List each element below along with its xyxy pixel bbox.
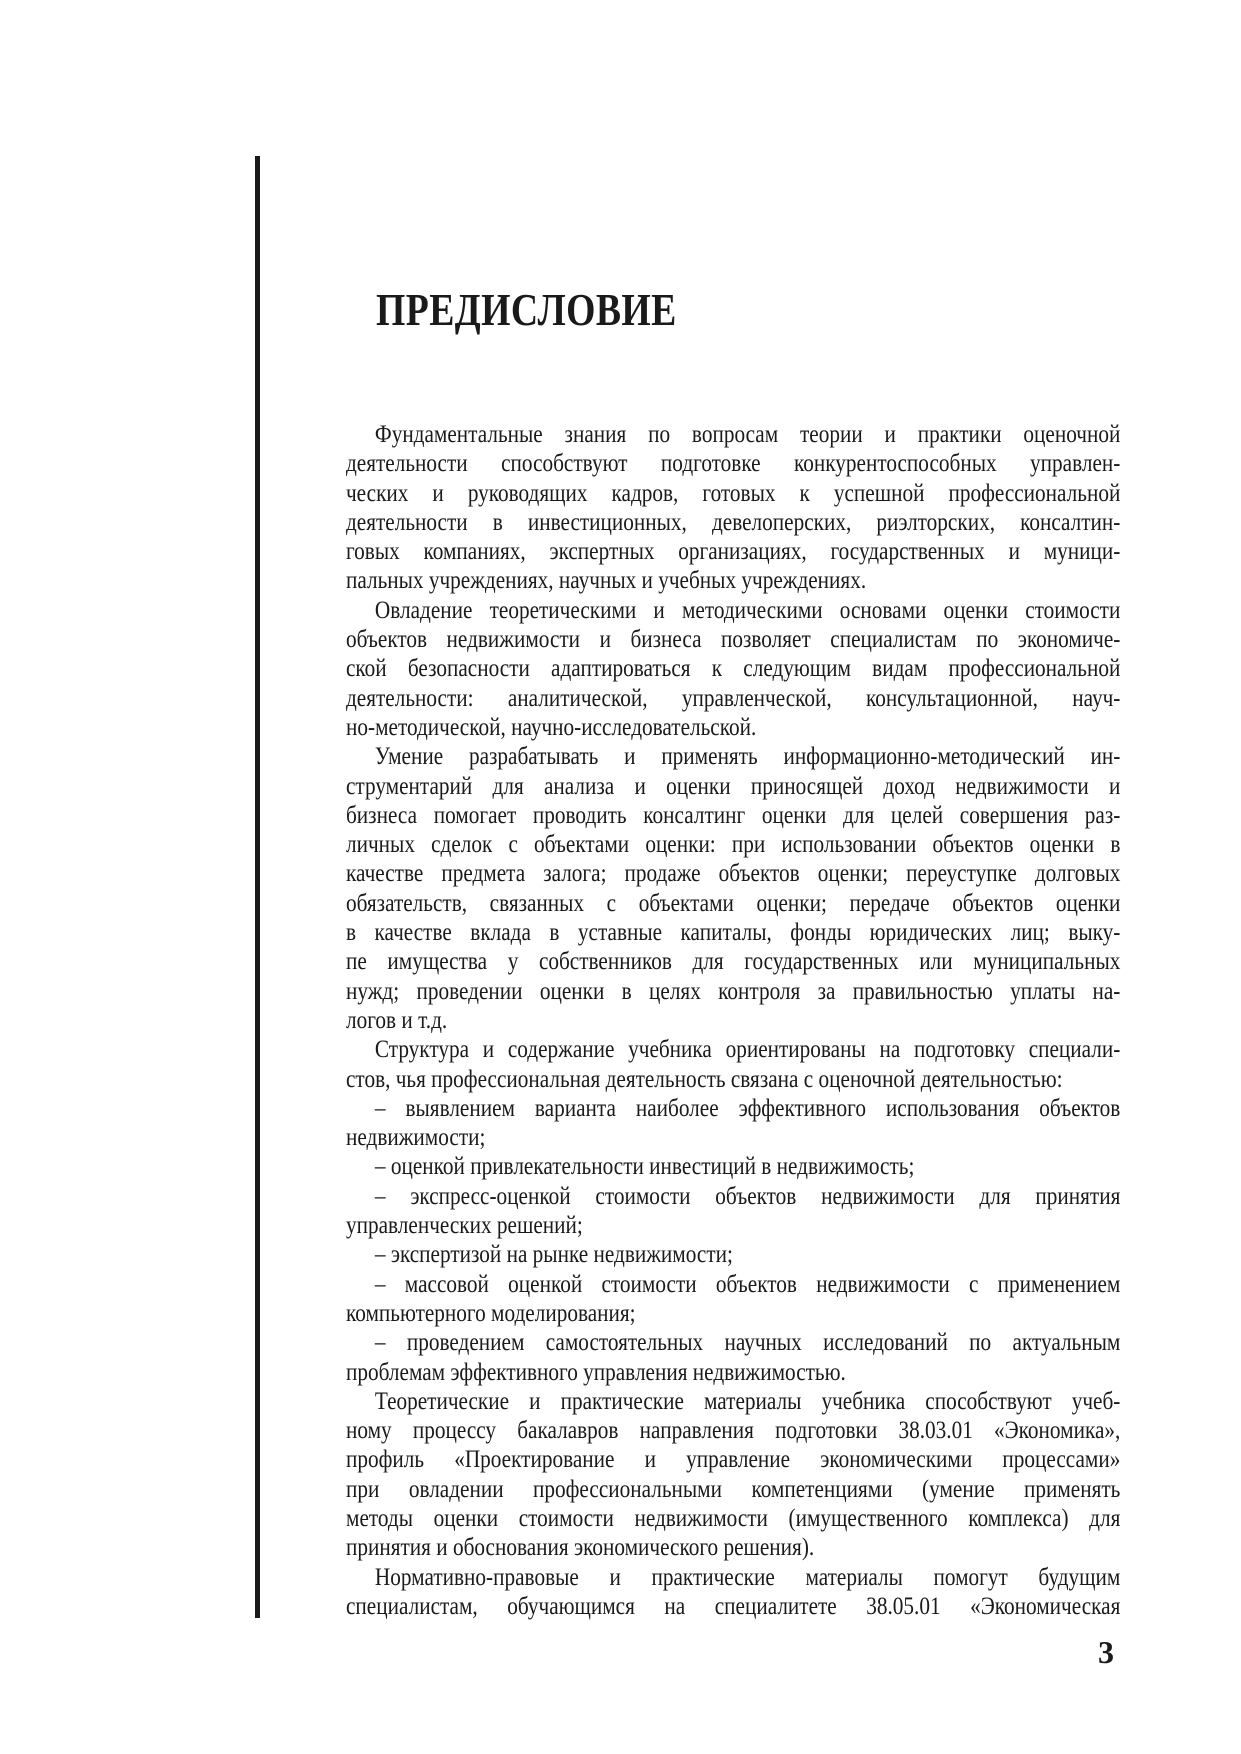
text-line: логов и т.д. [346, 1006, 448, 1034]
text-line: недвижимости; [346, 1124, 486, 1152]
text-line: обязательств, связанных с объектами оценки; передаче объектов оценки [346, 889, 1121, 917]
text-line: говых компаниях, экспертных организациях, государственных и муници- [346, 538, 1121, 566]
paragraph [346, 1328, 1120, 1387]
paragraph [346, 1035, 1120, 1094]
paragraph [346, 420, 1120, 596]
paragraph [346, 1563, 1120, 1622]
text-line: специалистам, обучающимся на специалитете 38.05.01 «Экономическая [346, 1592, 1121, 1620]
text-line: стов, чья профессиональная деятельность связана с оценочной деятельностью: [346, 1065, 1063, 1093]
text-line: струментарий для анализа и оценки приносящей доход недвижимости и [346, 772, 1121, 800]
text-line: качестве предмета залога; продаже объектов оценки; переуступке долговых [346, 860, 1121, 888]
text-line: методы оценки стоимости недвижимости (имущественного комплекса) для [346, 1504, 1121, 1532]
text-line: но-методической, научно-исследовательской. [346, 713, 757, 741]
paragraph [346, 1182, 1120, 1241]
text-line: принятия и обоснования экономического решения). [346, 1534, 815, 1562]
paragraph [346, 742, 1120, 1035]
paragraph [346, 1240, 1120, 1269]
text-line: профиль «Проектирование и управление экономическими процессами» [346, 1446, 1121, 1474]
page-title: ПРЕДИСЛОВИЕ [376, 284, 677, 335]
text-line: пальных учреждениях, научных и учебных учреждениях. [346, 567, 867, 595]
page-number: 3 [1098, 1634, 1114, 1670]
text-line: – массовой оценкой стоимости объектов недвижимости с применением [374, 1270, 1121, 1298]
text-line: – оценкой привлекательности инвестиций в недвижимость; [374, 1153, 915, 1181]
paragraph [346, 1270, 1120, 1329]
text-line: компьютерного моделирования; [346, 1299, 636, 1327]
text-line: пе имущества у собственников для государственных или муниципальных [346, 948, 1121, 976]
text-line: – проведением самостоятельных научных исследований по актуальным [374, 1329, 1121, 1357]
text-line: управленческих решений; [346, 1212, 583, 1240]
paragraph [346, 1387, 1120, 1563]
text-line: ской безопасности адаптироваться к следующим видам профессиональной [346, 655, 1121, 683]
text-line: Фундаментальные знания по вопросам теории и практики оценочной [374, 421, 1121, 448]
margin-rule [255, 156, 260, 1618]
text-line: деятельности способствуют подготовке конкурентоспособных управлен- [346, 450, 1121, 478]
text-line: – выявлением варианта наиболее эффективного использования объектов [374, 1094, 1121, 1122]
text-line: при овладении профессиональными компетенциями (умение применять [346, 1475, 1121, 1503]
text-line: – экспертизой на рынке недвижимости; [374, 1241, 733, 1269]
text-line: Теоретические и практические материалы учебника способствуют учеб- [374, 1387, 1121, 1415]
text-line: Нормативно-правовые и практические материалы помогут будущим [374, 1563, 1121, 1591]
paragraph [346, 1094, 1120, 1153]
text-line: Структура и содержание учебника ориентированы на подготовку специали- [374, 1036, 1121, 1064]
text-line: ческих и руководящих кадров, готовых к успешной профессиональной [346, 479, 1121, 507]
text-line: Умение разрабатывать и применять информационно-методический ин- [374, 743, 1121, 771]
text-line: в качестве вклада в уставные капиталы, фонды юридических лиц; выку- [346, 919, 1121, 947]
text-line: бизнеса помогает проводить консалтинг оценки для целей совершения раз- [346, 801, 1121, 829]
text-line: ному процессу бакалавров направления подготовки 38.03.01 «Экономика», [346, 1417, 1121, 1445]
text-line: проблемам эффективного управления недвижимостью. [346, 1358, 846, 1386]
text-line: Овладение теоретическими и методическими основами оценки стоимости [374, 596, 1121, 624]
paragraph [346, 596, 1120, 742]
body-text [346, 420, 1120, 1621]
text-line: деятельности в инвестиционных, девелоперских, риэлторских, консалтин- [346, 508, 1121, 536]
text-line: личных сделок с объектами оценки: при использовании объектов оценки в [346, 831, 1121, 859]
text-line: объектов недвижимости и бизнеса позволяет специалистам по экономиче- [346, 626, 1121, 654]
paragraph [346, 1152, 1120, 1181]
text-line: нужд; проведении оценки в целях контроля за правильностью уплаты на- [346, 977, 1121, 1005]
text-line: деятельности: аналитической, управленческой, консультационной, науч- [346, 684, 1121, 712]
text-line: – экспресс-оценкой стоимости объектов недвижимости для принятия [374, 1182, 1121, 1210]
